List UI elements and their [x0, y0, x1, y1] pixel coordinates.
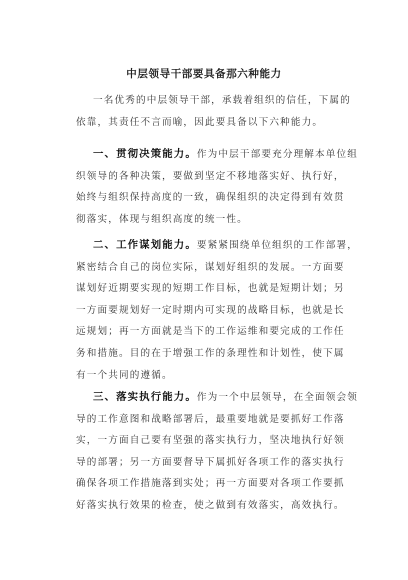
intro-line: 依靠，其责任不言而喻，因此要具备以下六种能力。: [76, 116, 324, 128]
section-line: 紧密结合自己的岗位实际，谋划好组织的发展。一方面要: [76, 261, 345, 273]
section-first-line: [76, 235, 358, 257]
section-line: 实，一方面自己要有坚强的落实执行力，坚决地执行好领: [76, 435, 345, 447]
section-line: 好落实执行效果的检查，使之做到有效落实，高效执行。: [76, 499, 345, 511]
intro-line: 一名优秀的中层领导干部，承载着组织的信任，下属的: [93, 95, 351, 106]
section-line: 导的工作意图和战略部署后，最重要地就是要抓好工作落: [76, 413, 345, 425]
section-text: 要紧紧围绕单位组织的工作部署，: [196, 240, 359, 251]
intro-paragraph: [76, 90, 358, 133]
section-paragraph-planning: [76, 235, 358, 386]
section-first-line: [76, 144, 358, 166]
section-line: 一方面要规划好一定时期内可实现的战略目标，也就是长: [76, 304, 345, 316]
section-line: 彻落实，体现与组织高度的统一性。: [76, 213, 248, 225]
section-line: 始终与组织保持高度的一致，确保组织的决定得到有效贯: [76, 192, 345, 204]
section-line: 织领导的各种决策，要做到坚定不移地落实好、执行好，: [76, 170, 345, 182]
section-line: 务和措施。目的在于增强工作的条理性和计划性，使下属: [76, 347, 345, 359]
section-text: 作为中层干部要充分理解本单位组: [196, 149, 359, 160]
section-heading: 三、落实执行能力。: [93, 391, 197, 403]
section-heading: 一、贯彻决策能力。: [93, 148, 197, 160]
document-title: 中层领导干部要具备那六种能力: [126, 68, 282, 80]
section-first-line: [76, 387, 358, 409]
section-paragraph-decision: [76, 144, 358, 230]
section-heading: 二、工作谋划能力。: [93, 239, 197, 251]
section-line: 远规划；再一方面就是当下的工作运维和要完成的工作任: [76, 326, 345, 338]
section-text: 作为一个中层领导，在全面领会领: [196, 392, 359, 403]
section-paragraph-execution: [76, 387, 358, 517]
section-line: 确保各项工作措施落到实处；再一方面要对各项工作要抓: [76, 478, 345, 490]
section-line: 有一个共同的遵循。: [76, 369, 173, 381]
section-line: 导的部署；另一方面要督导下属抓好各项工作的落实执行: [76, 456, 345, 468]
section-line: 谋划好近期要实现的短期工作目标，也就是短期计划；另: [76, 283, 345, 295]
